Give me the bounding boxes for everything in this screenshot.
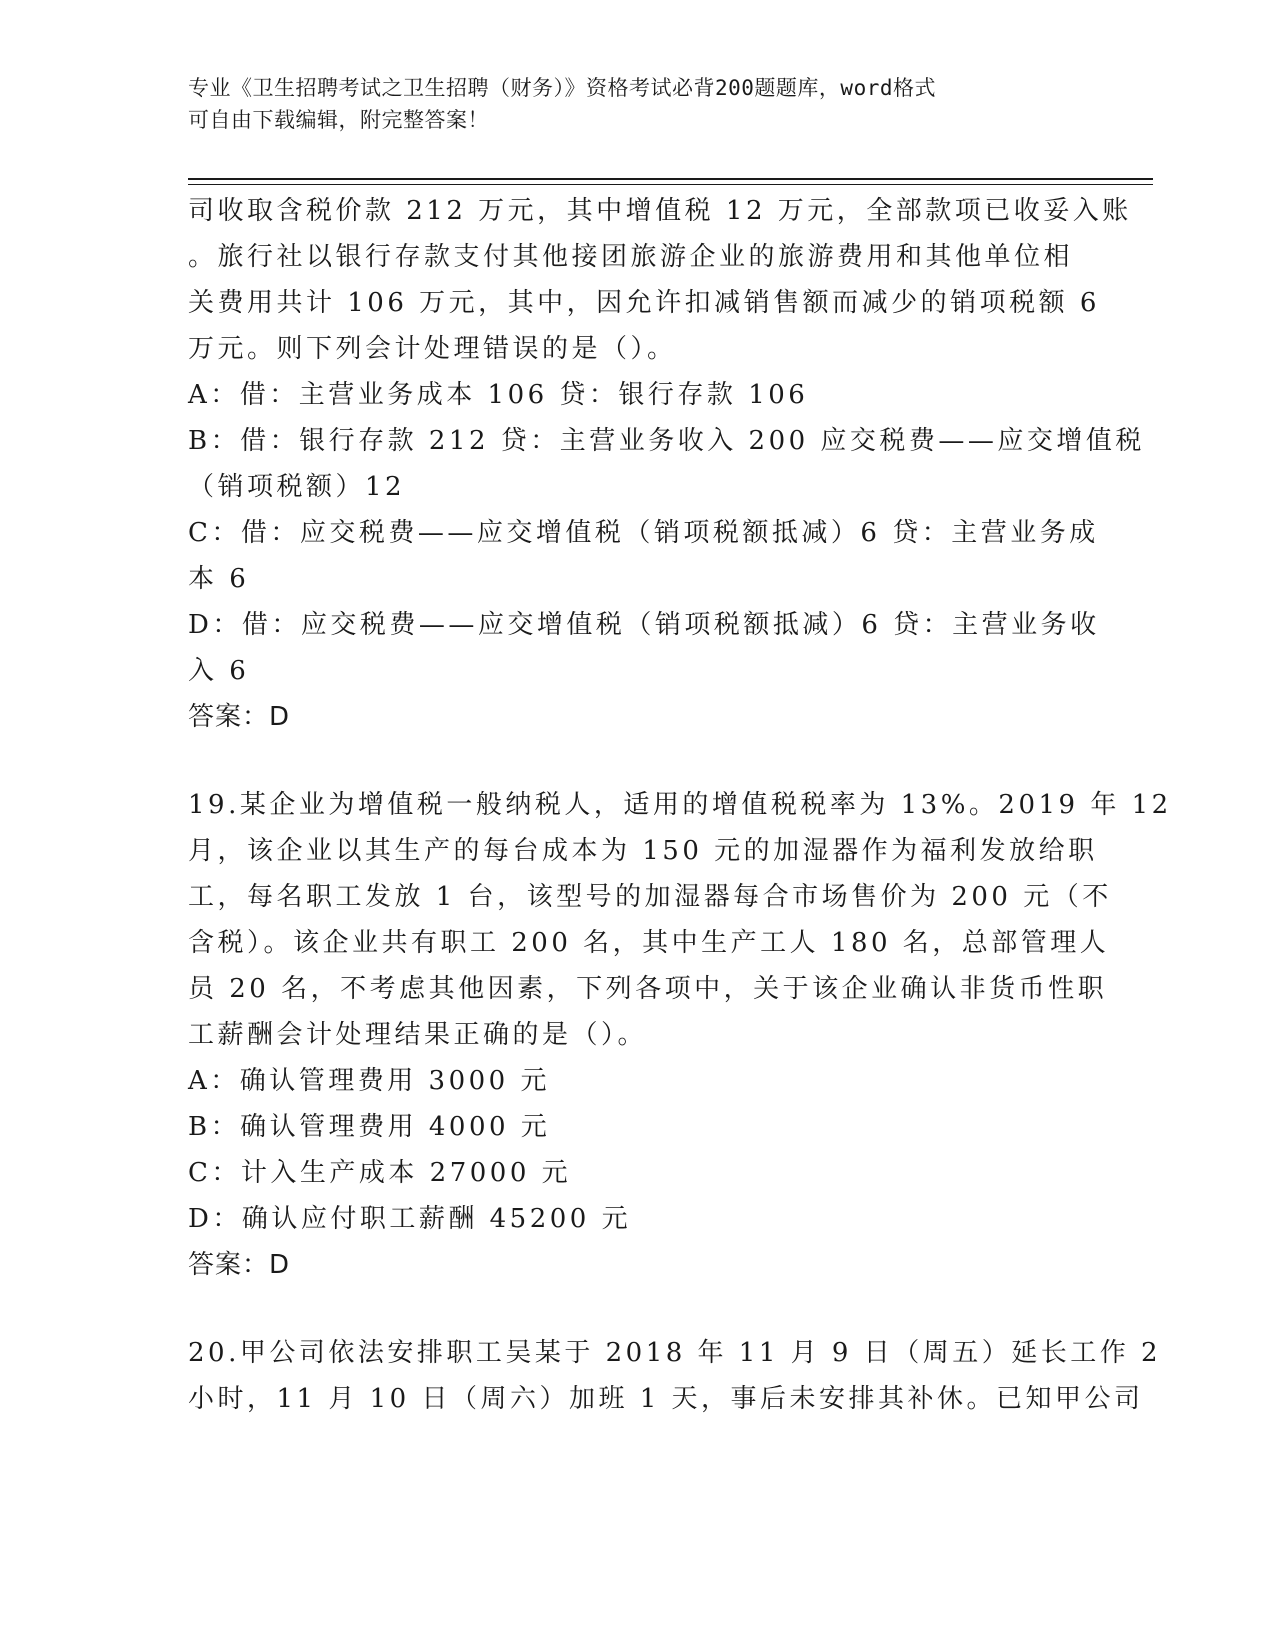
header-rule-thin bbox=[188, 184, 1153, 185]
option-d: D：借：应交税费——应交增值税（销项税额抵减）6 贷：主营业务收 bbox=[188, 610, 1100, 640]
question-stem-line: 小时，11 月 10 日（周六）加班 1 天，事后未安排其补休。已知甲公司 bbox=[188, 1384, 1144, 1414]
page-content bbox=[188, 188, 1172, 1422]
option-c-continued: 本 6 bbox=[188, 564, 250, 594]
question-stem-line: 。旅行社以银行存款支付其他接团旅游企业的旅游费用和其他单位相 bbox=[188, 242, 1074, 272]
answer-label: 答案：D bbox=[188, 1250, 291, 1280]
header-line-2: 可自由下载编辑，附完整答案！ bbox=[188, 108, 489, 132]
question-stem-line: 20.甲公司依法安排职工吴某于 2018 年 11 月 9 日（周五）延长工作 2 bbox=[188, 1338, 1162, 1368]
question-stem-line: 含税）。该企业共有职工 200 名，其中生产工人 180 名，总部管理人 bbox=[188, 928, 1110, 958]
option-a: A：确认管理费用 3000 元 bbox=[188, 1066, 550, 1096]
spacer bbox=[188, 1288, 1088, 1330]
option-d-continued: 入 6 bbox=[188, 656, 250, 686]
option-b: B：借：银行存款 212 贷：主营业务收入 200 应交税费——应交增值税 bbox=[188, 426, 1145, 456]
question-stem-line: 员 20 名，不考虑其他因素，下列各项中，关于该企业确认非货币性职 bbox=[188, 974, 1108, 1004]
spacer bbox=[188, 740, 1088, 782]
question-stem-line: 19.某企业为增值税一般纳税人，适用的增值税税率为 13%。2019 年 12 bbox=[188, 790, 1172, 820]
question-18 bbox=[188, 188, 1145, 740]
option-b-continued: （销项税额）12 bbox=[188, 472, 406, 502]
question-stem-line: 司收取含税价款 212 万元，其中增值税 12 万元，全部款项已收妥入账 bbox=[188, 196, 1132, 226]
document-header bbox=[188, 72, 1068, 136]
option-d: D：确认应付职工薪酬 45200 元 bbox=[188, 1204, 632, 1234]
option-c: C：借：应交税费——应交增值税（销项税额抵减）6 贷：主营业务成 bbox=[188, 518, 1099, 548]
header-rule-thick bbox=[188, 178, 1153, 180]
question-stem-line: 工薪酬会计处理结果正确的是（）。 bbox=[188, 1020, 648, 1050]
question-stem-line: 万元。则下列会计处理错误的是（）。 bbox=[188, 334, 677, 364]
question-20 bbox=[188, 1330, 1162, 1422]
question-stem-line: 月，该企业以其生产的每台成本为 150 元的加湿器作为福利发放给职 bbox=[188, 836, 1098, 866]
option-a: A：借：主营业务成本 106 贷：银行存款 106 bbox=[188, 380, 809, 410]
question-stem-line: 工，每名职工发放 1 台，该型号的加湿器每合市场售价为 200 元（不 bbox=[188, 882, 1112, 912]
question-stem-line: 关费用共计 106 万元，其中，因允许扣减销售额而减少的销项税额 6 bbox=[188, 288, 1100, 318]
answer-label: 答案：D bbox=[188, 702, 291, 732]
header-line-1: 专业《卫生招聘考试之卫生招聘（财务）》资格考试必背200题题库，word格式 bbox=[188, 76, 936, 100]
option-b: B：确认管理费用 4000 元 bbox=[188, 1112, 551, 1142]
option-c: C：计入生产成本 27000 元 bbox=[188, 1158, 572, 1188]
question-19 bbox=[188, 782, 1172, 1288]
